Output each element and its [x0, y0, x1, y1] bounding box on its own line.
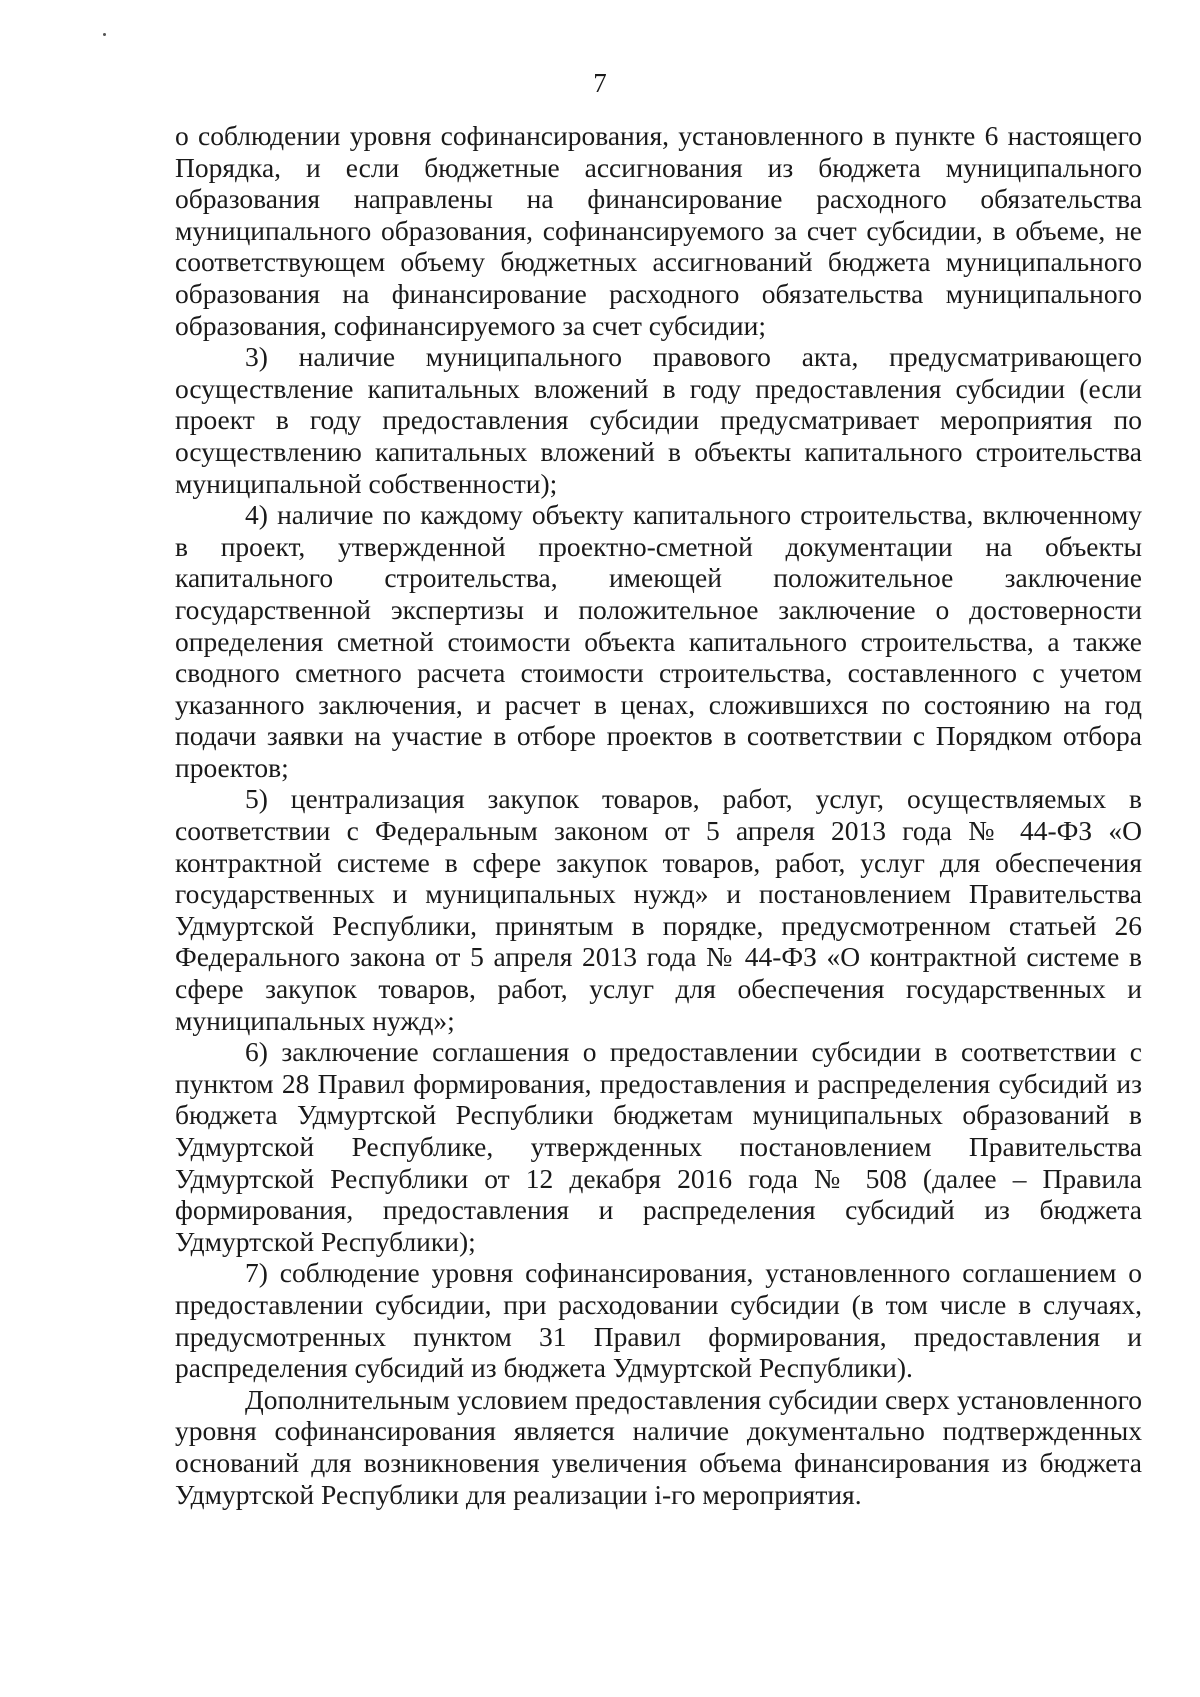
paragraph-item-3: 3) наличие муниципального правового акта, предусматривающего осуществление капитальных вложений в году предоставления субсидии (если проект в году предоставления субсидии предусматривает мероприятия по осуществлению капитальных вложений в объекты капитального строительства муниципальной собственности); [175, 341, 1142, 499]
page-number: 7 [593, 68, 607, 98]
paragraph-item-7: 7) соблюдение уровня софинансирования, установленного соглашением о предоставлении субсидии, при расходовании субсидии (в том числе в случаях, предусмотренных пунктом 31 Правил формирования, предоставления и распределения субсидий из бюджета Удмуртской Республики). [175, 1257, 1142, 1384]
paragraph-item-5: 5) централизация закупок товаров, работ, услуг, осуществляемых в соответствии с Федеральным законом от 5 апреля 2013 года № 44-ФЗ «О контрактной системе в сфере закупок товаров, работ, услуг для обеспечения государственных и муниципальных нужд» и постановлением Правительства Удмуртской Республики, принятым в порядке, предусмотренном статьей 26 Федерального закона от 5 апреля 2013 года № 44-ФЗ «О контрактной системе в сфере закупок товаров, работ, услуг для обеспечения государственных и муниципальных нужд»; [175, 783, 1142, 1036]
paragraph-item-6: 6) заключение соглашения о предоставлении субсидии в соответствии с пунктом 28 Правил формирования, предоставления и распределения субсидий из бюджета Удмуртской Республики бюджетам муниципальных образований в Удмуртской Республике, утвержденных постановлением Правительства Удмуртской Республики от 12 декабря 2016 года № 508 (далее – Правила формирования, предоставления и распределения субсидий из бюджета Удмуртской Республики); [175, 1036, 1142, 1257]
document-body [175, 120, 1142, 1510]
paragraph-item-4: 4) наличие по каждому объекту капитального строительства, включенному в проект, утвержденной проектно-сметной документации на объекты капитального строительства, имеющей положительное заключение государственной экспертизы и положительное заключение о достоверности определения сметной стоимости объекта капитального строительства, а также сводного сметного расчета стоимости строительства, составленного с учетом указанного заключения, и расчет в ценах, сложившихся по состоянию на год подачи заявки на участие в отборе проектов в соответствии с Порядком отбора проектов; [175, 499, 1142, 783]
paragraph-additional-condition: Дополнительным условием предоставления субсидии сверх установленного уровня софинансирования является наличие документально подтвержденных оснований для возникновения увеличения объема финансирования из бюджета Удмуртской Республики для реализации i-го мероприятия. [175, 1383, 1142, 1510]
scan-speck [103, 33, 106, 36]
paragraph-continuation: о соблюдении уровня софинансирования, установленного в пункте 6 настоящего Порядка, и если бюджетные ассигнования из бюджета муниципального образования направлены на финансирование расходного обязательства муниципального образования, софинансируемого за счет субсидии, в объеме, не соответствующем объему бюджетных ассигнований бюджета муниципального образования на финансирование расходного обязательства муниципального образования, софинансируемого за счет субсидии; [175, 120, 1142, 341]
